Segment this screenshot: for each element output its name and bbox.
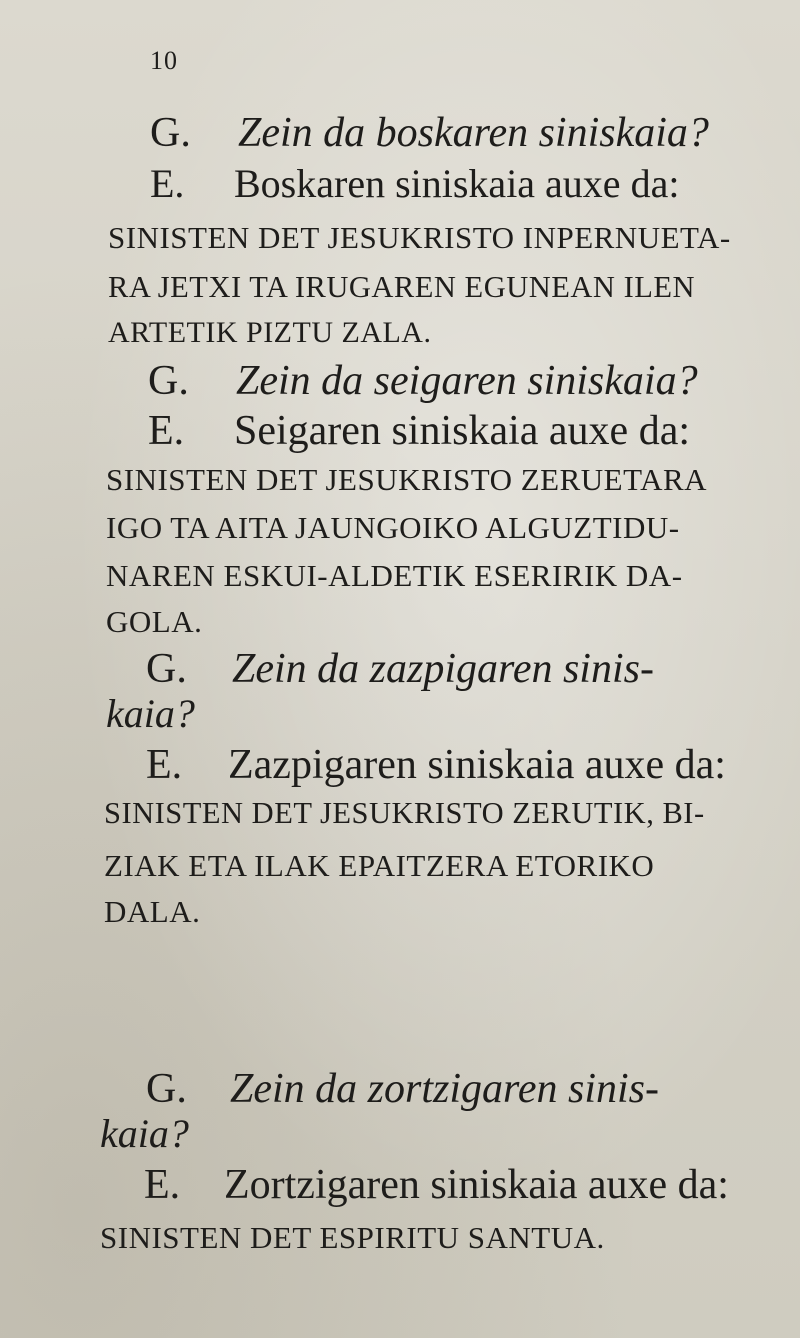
question-eight: [146, 1068, 659, 1110]
question-six: [148, 360, 698, 402]
question-text: Zein da seigaren siniskaia?: [236, 358, 698, 404]
answer-five: [150, 161, 680, 206]
answer-text: Zazpigaren siniskaia auxe da:: [228, 742, 726, 788]
creed-line: ARTETIK PIZTU ZALA.: [108, 316, 432, 349]
question-five: [150, 112, 709, 154]
question-marker: G.: [150, 110, 191, 156]
answer-seven: [146, 744, 726, 786]
creed-line: SINISTEN DET JESUKRISTO INPERNUETA-: [108, 220, 731, 255]
creed-line: IGO TA AITA JAUNGOIKO ALGUZTIDU-: [106, 510, 680, 545]
question-eight-continued: [100, 1111, 189, 1156]
question-text: kaia?: [106, 691, 195, 736]
question-seven-continued: [106, 691, 195, 736]
creed-line: RA JETXI TA IRUGAREN EGUNEAN ILEN: [108, 270, 696, 304]
question-seven: [146, 648, 654, 690]
question-text: Zein da zortzigaren sinis-: [230, 1066, 659, 1112]
creed-line: NAREN ESKUI-ALDETIK ESERIRIK DA-: [106, 558, 683, 593]
question-marker: G.: [146, 646, 187, 692]
answer-text: Seigaren siniskaia auxe da:: [234, 408, 691, 454]
creed-line: ZIAK ETA ILAK EPAITZERA ETORIKO: [104, 848, 655, 883]
creed-line: DALA.: [104, 894, 201, 929]
creed-line: SINISTEN DET JESUKRISTO ZERUTIK, BI-: [104, 796, 705, 830]
answer-text: Zortzigaren siniskaia auxe da:: [224, 1162, 729, 1208]
question-marker: G.: [146, 1066, 187, 1112]
page-number: 10: [150, 46, 178, 75]
answer-text: Boskaren siniskaia auxe da:: [234, 161, 680, 206]
answer-eight: [144, 1164, 729, 1206]
answer-marker: E.: [146, 742, 183, 788]
question-marker: G.: [148, 358, 189, 404]
question-text: Zein da boskaren siniskaia?: [238, 110, 709, 156]
answer-six: [148, 410, 690, 452]
answer-marker: E.: [148, 408, 185, 454]
question-text: Zein da zazpigaren sinis-: [232, 646, 654, 692]
creed-line: GOLA.: [106, 604, 203, 639]
creed-line: SINISTEN DET JESUKRISTO ZERUETARA: [106, 462, 708, 497]
creed-line: SINISTEN DET ESPIRITU SANTUA.: [100, 1220, 605, 1255]
question-text: kaia?: [100, 1111, 189, 1156]
answer-marker: E.: [150, 161, 185, 206]
answer-marker: E.: [144, 1162, 181, 1208]
